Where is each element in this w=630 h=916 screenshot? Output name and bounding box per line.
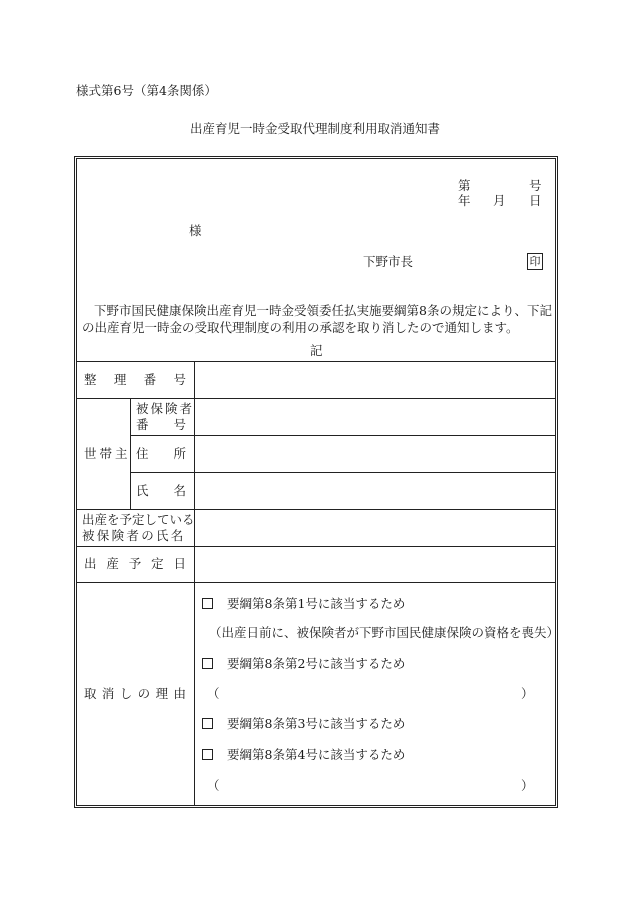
reason-option-label: 要綱第8条第2号に該当するため xyxy=(227,656,406,671)
number-suffix: 号 xyxy=(529,178,542,193)
label-char: し xyxy=(119,686,133,701)
label-char: 番 xyxy=(136,417,149,432)
form-number: 様式第6号（第4条関係） xyxy=(76,83,217,98)
date-month: 月 xyxy=(493,193,506,208)
checkbox-icon[interactable] xyxy=(202,658,213,669)
label-char: 名 xyxy=(173,483,186,498)
sender-name: 下野市長 xyxy=(363,254,414,269)
seal-mark: 印 xyxy=(527,253,543,270)
label-char: 所 xyxy=(173,446,186,461)
paren-open: （ xyxy=(207,778,220,793)
paren-close: ） xyxy=(521,686,534,701)
label-reference-number xyxy=(84,374,186,387)
reason-option-label: 要綱第8条第3号に該当するため xyxy=(227,716,406,731)
paren-close: ） xyxy=(521,778,534,793)
label-char: 産 xyxy=(106,556,119,571)
label-char: 住 xyxy=(136,446,149,461)
reason-option-4[interactable] xyxy=(202,749,405,762)
label-char: 整 xyxy=(84,372,97,387)
label-char: の xyxy=(137,686,151,701)
checkbox-icon[interactable] xyxy=(202,749,213,760)
label-char: 日 xyxy=(173,556,186,571)
label-expectant-line2: 被保険者の氏名 xyxy=(82,528,186,543)
date-year: 年 xyxy=(458,193,471,208)
reason-option-3[interactable] xyxy=(202,718,405,731)
label-due-date xyxy=(84,558,186,571)
label-char: 号 xyxy=(173,372,186,387)
checkbox-icon[interactable] xyxy=(202,718,213,729)
document-title: 出産育児一時金受取代理制度利用取消通知書 xyxy=(189,121,440,136)
divider xyxy=(77,509,555,510)
reason-option-1[interactable] xyxy=(202,598,405,611)
date-day: 日 xyxy=(529,193,542,208)
number-prefix: 第 xyxy=(458,178,471,193)
label-char: 理 xyxy=(155,686,169,701)
label-char: 消 xyxy=(101,686,115,701)
label-name xyxy=(136,485,186,498)
reason-option-1-note: （出産日前に、被保険者が下野市国民健康保険の資格を喪失） xyxy=(209,625,560,640)
label-insured-number-line1: 被保険者 xyxy=(136,401,195,416)
notice-body: 下野市国民健康保険出産育児一時金受領委任払実施要綱第8条の規定により、下記の出産育児一時金の受取代理制度の利用の承認を取り消したので通知します。 xyxy=(82,303,552,335)
label-char: 番 xyxy=(143,372,157,387)
label-char: 定 xyxy=(151,556,164,571)
divider xyxy=(77,546,555,547)
divider xyxy=(77,361,555,362)
label-char: 号 xyxy=(173,417,186,432)
label-char: 理 xyxy=(113,372,127,387)
label-char: 氏 xyxy=(136,483,149,498)
label-char: 取 xyxy=(84,686,97,701)
label-householder: 世帯主 xyxy=(84,446,131,461)
label-address xyxy=(136,448,186,461)
checkbox-icon[interactable] xyxy=(202,598,213,609)
label-char: 出 xyxy=(84,556,97,571)
form-frame xyxy=(74,156,558,808)
paren-open: （ xyxy=(207,686,220,701)
label-cancellation-reason xyxy=(84,688,186,701)
addressee-honorific: 様 xyxy=(189,223,202,238)
divider xyxy=(77,398,555,399)
label-expectant-line1: 出産を予定している xyxy=(82,512,195,527)
column-divider xyxy=(194,361,195,805)
ki-heading: 記 xyxy=(310,343,323,358)
label-insured-number-line2 xyxy=(136,419,186,432)
reason-option-2[interactable] xyxy=(202,658,405,671)
reason-option-label: 要綱第8条第1号に該当するため xyxy=(227,596,406,611)
label-char: 由 xyxy=(173,686,186,701)
notice-text xyxy=(82,302,552,336)
reason-option-label: 要綱第8条第4号に該当するため xyxy=(227,747,406,762)
label-char: 予 xyxy=(128,556,142,571)
divider xyxy=(77,582,555,583)
